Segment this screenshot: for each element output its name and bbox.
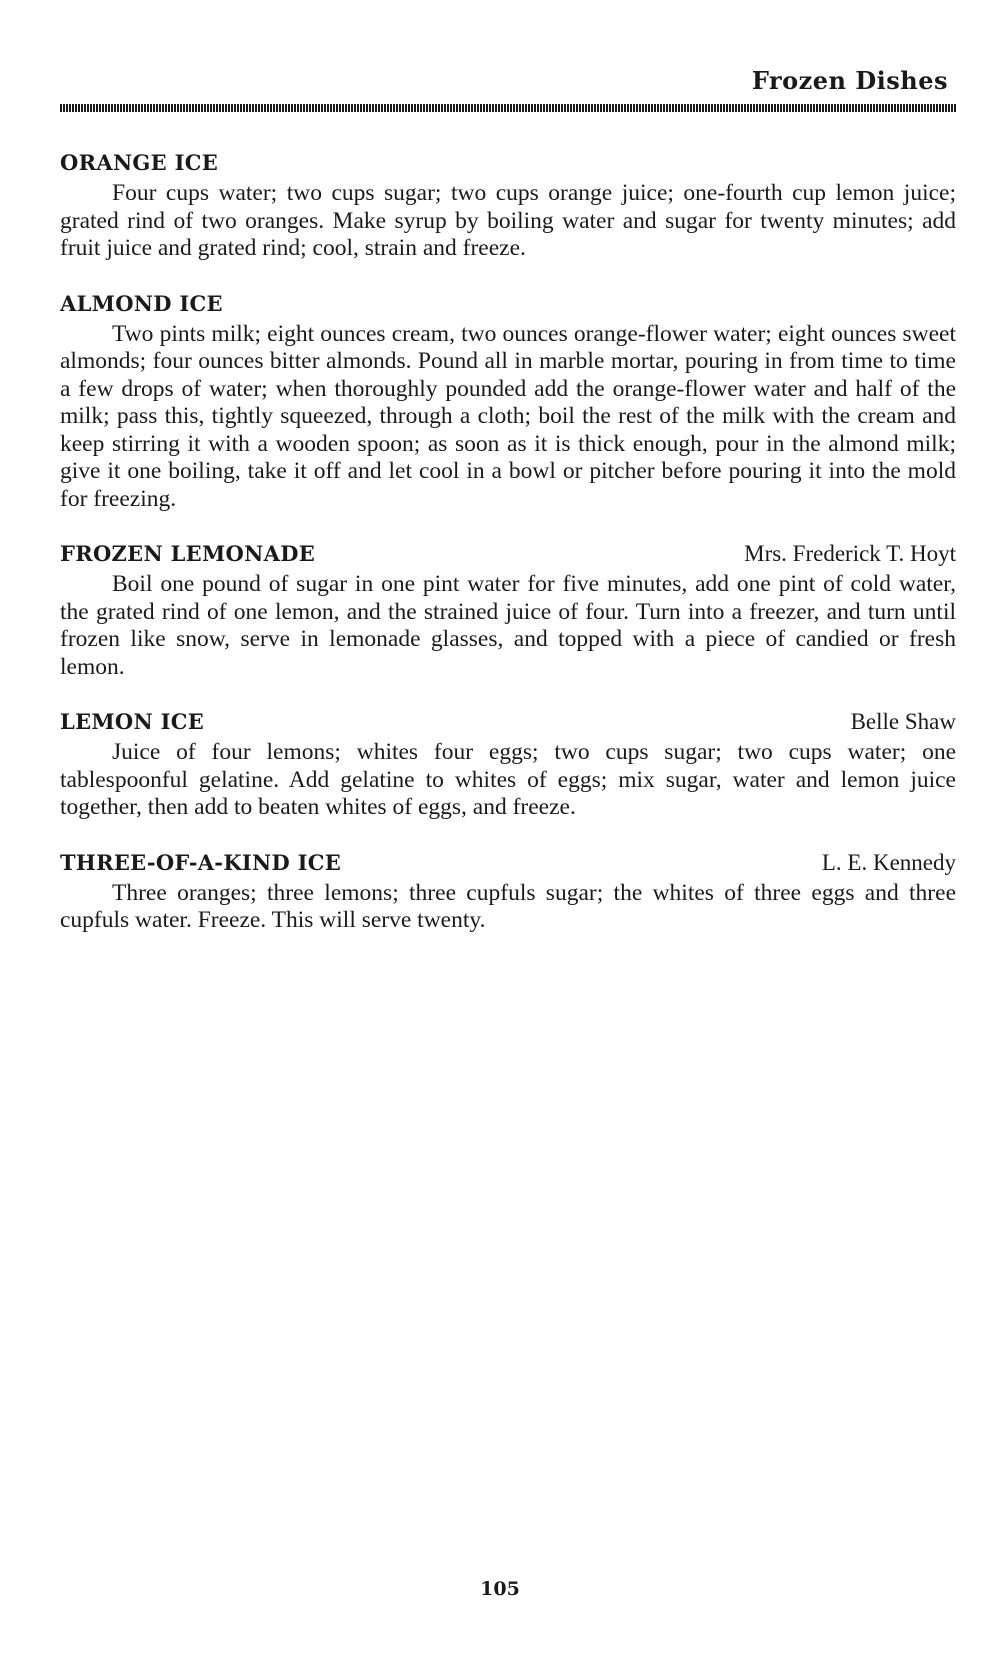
recipe-author: Belle Shaw — [850, 709, 956, 734]
recipe-author: Mrs. Frederick T. Hoyt — [744, 541, 956, 566]
recipe-heading — [60, 850, 956, 880]
recipe-title: LEMON ICE — [60, 709, 205, 734]
recipe-heading — [60, 291, 956, 321]
recipe-body: Juice of four lemons; whites four eggs; two cups sugar; two cups water; one tablespoonful gelatine. Add gelatine to whites of eggs; mix sugar, water and lemon juice together, then add to beaten whites of eggs, and freeze. — [60, 739, 956, 820]
recipe-body: Three oranges; three lemons; three cupfuls sugar; the whites of three eggs and three cupfuls water. Freeze. This will serve twenty. — [60, 879, 956, 933]
recipe-author: L. E. Kennedy — [821, 849, 956, 875]
header-rule — [60, 104, 956, 112]
recipe-frozen-lemonade — [60, 541, 956, 681]
recipe-lemon-ice — [60, 709, 956, 822]
recipe-almond-ice — [60, 291, 956, 514]
recipe-heading — [60, 150, 956, 180]
page-number: 105 — [480, 1578, 520, 1600]
recipe-title: ALMOND ICE — [60, 290, 223, 316]
recipe-three-of-a-kind-ice — [60, 850, 956, 935]
recipe-heading — [60, 709, 956, 739]
recipe-body: Boil one pound of sugar in one pint water for five minutes, add one pint of cold water, the grated rind of one lemon, and the strained juice of four. Turn into a freezer, and turn until frozen like snow, serve in lemonade glasses, and topped with a piece of candied or fresh lemon. — [60, 571, 956, 680]
recipe-body: Two pints milk; eight ounces cream, two ounces orange-flower water; eight ounces sweet almonds; four ounces bitter almonds. Pound all in marble mortar, pouring in from time to time a few drops of water; when thoroughly pounded add the orange-flower water and half of the milk; pass this, tightly squeezed, through a cloth; boil the rest of the milk with the cream and keep stirring it with a wooden spoon; as soon as it is thick enough, pour in the almond milk; give it one boiling, take it off and let cool in a bowl or pitcher before pouring it into the mold for freezing. — [60, 320, 956, 512]
recipe-orange-ice — [60, 150, 956, 263]
recipe-list — [60, 150, 956, 963]
recipe-title: THREE-OF-A-KIND ICE — [60, 849, 342, 875]
page-header-title: Frozen Dishes — [751, 66, 948, 95]
recipe-title: FROZEN LEMONADE — [60, 541, 316, 566]
recipe-title: ORANGE ICE — [60, 150, 219, 175]
recipe-heading — [60, 541, 956, 571]
recipe-body: Four cups water; two cups sugar; two cups orange juice; one-fourth cup lemon juice; grated rind of two oranges. Make syrup by boiling water and sugar for twenty minutes; add fruit juice and grated rind; cool, strain and freeze. — [60, 180, 956, 261]
